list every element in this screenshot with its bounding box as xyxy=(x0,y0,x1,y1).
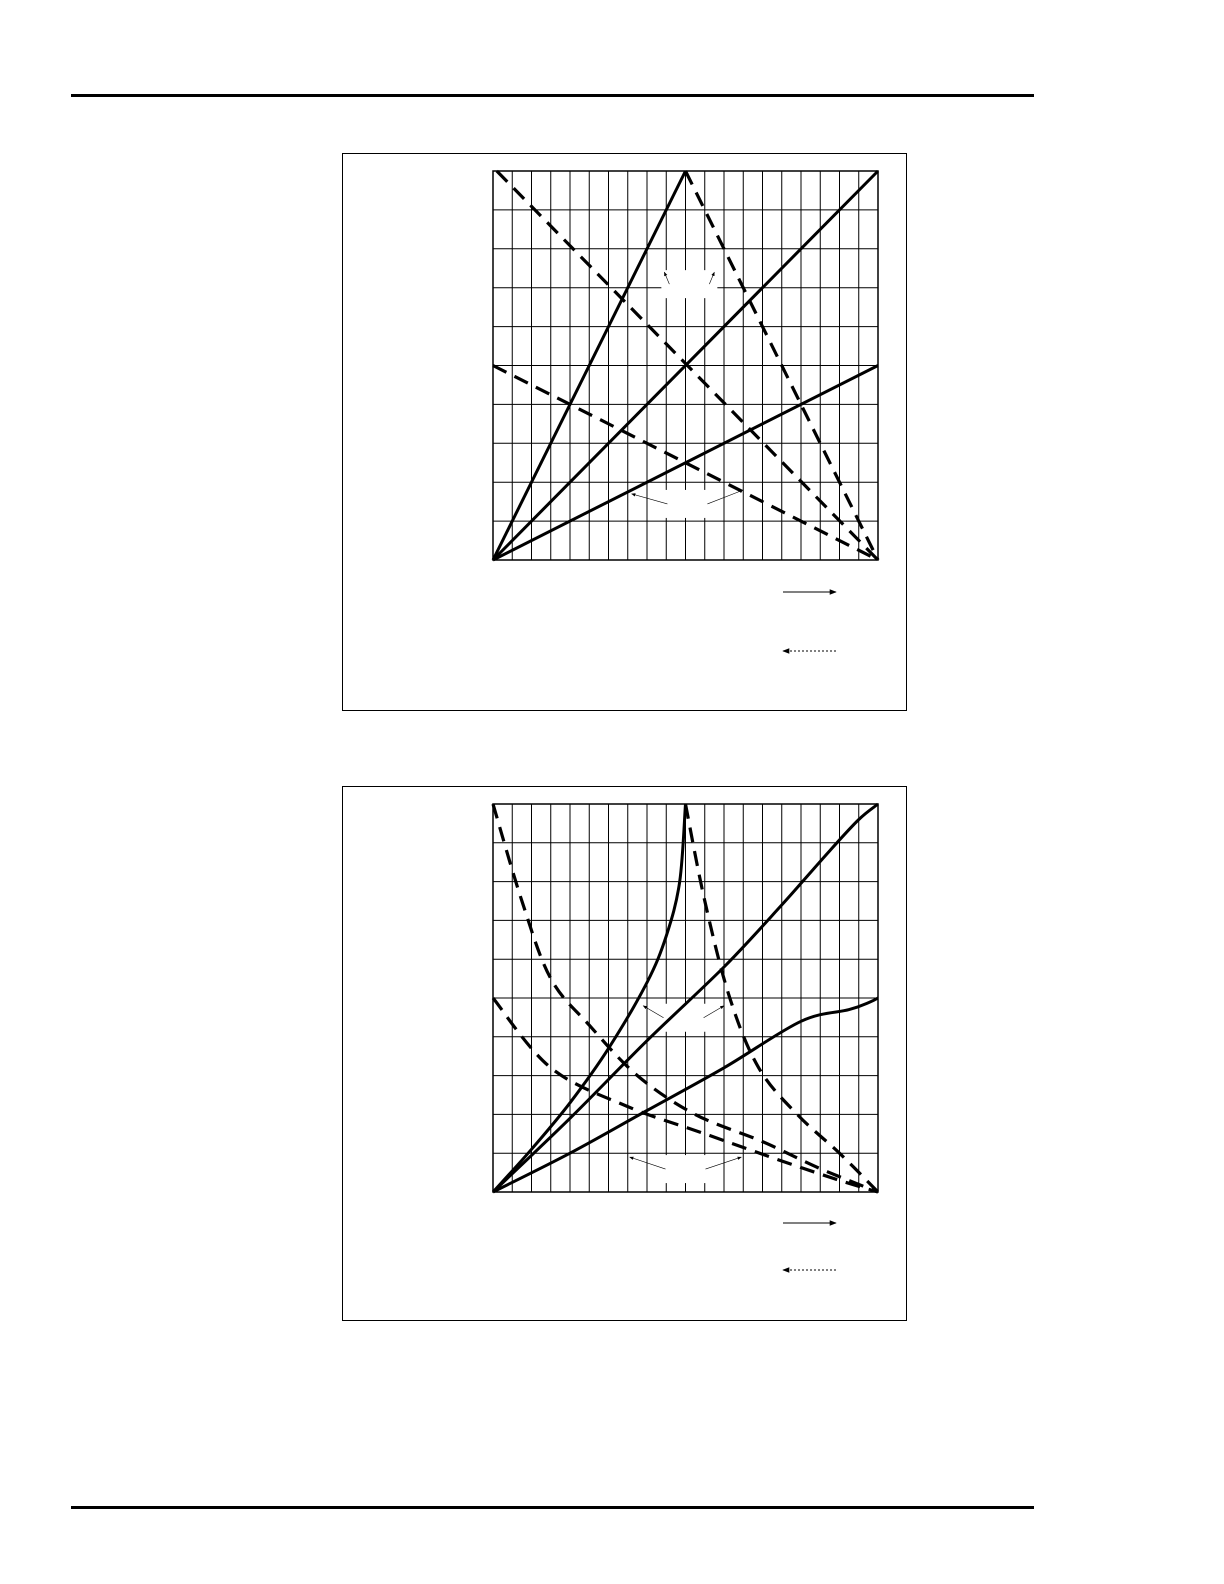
header-rule xyxy=(71,94,1034,97)
callout-label-box xyxy=(656,1004,712,1032)
chart-2 xyxy=(343,787,908,1322)
figure-2 xyxy=(342,786,907,1321)
legend xyxy=(783,592,836,651)
callout-label-box xyxy=(659,490,715,518)
figure-1 xyxy=(342,153,907,711)
chart-1 xyxy=(343,154,908,712)
legend xyxy=(783,1223,836,1270)
footer-rule xyxy=(71,1506,1034,1509)
callout-label-box xyxy=(658,1155,714,1183)
callout-label-box xyxy=(661,270,717,298)
